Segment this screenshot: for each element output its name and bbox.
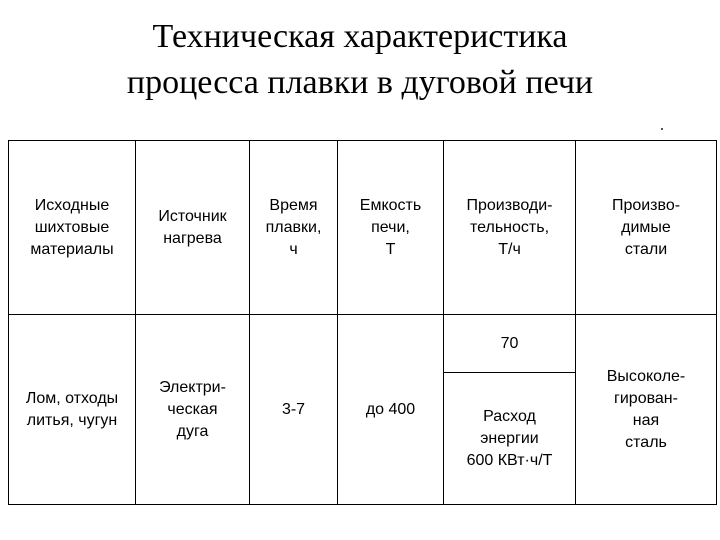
title-line-1: Техническая характеристика <box>152 18 568 55</box>
table-header-row <box>9 141 717 315</box>
header-charge-materials: Исходные шихтовые материалы <box>9 141 136 315</box>
header-melt-time: Время плавки, ч <box>250 141 338 315</box>
header-furnace-capacity: Емкость печи, Т <box>338 141 444 315</box>
header-produced-steels: Произво- димые стали <box>576 141 717 315</box>
title-line-2: процесса плавки в дуговой печи <box>126 64 594 101</box>
cell-charge-materials: Лом, отходы литья, чугун <box>9 315 136 505</box>
cell-productivity: 70 <box>444 315 576 373</box>
cell-heat-source: Электри- ческая дуга <box>136 315 250 505</box>
header-heat-source: Источник нагрева <box>136 141 250 315</box>
cell-melt-time: 3-7 <box>250 315 338 505</box>
cell-produced-steels: Высоколе- гирован- ная сталь <box>576 315 717 505</box>
page-title <box>0 14 720 106</box>
table-row <box>9 315 717 373</box>
cell-energy-consumption: Расход энергии 600 КВт·ч/Т <box>444 373 576 505</box>
cell-capacity: до 400 <box>338 315 444 505</box>
decorative-dot <box>661 128 663 130</box>
header-productivity: Производи- тельность, Т/ч <box>444 141 576 315</box>
characteristics-table <box>8 140 717 505</box>
